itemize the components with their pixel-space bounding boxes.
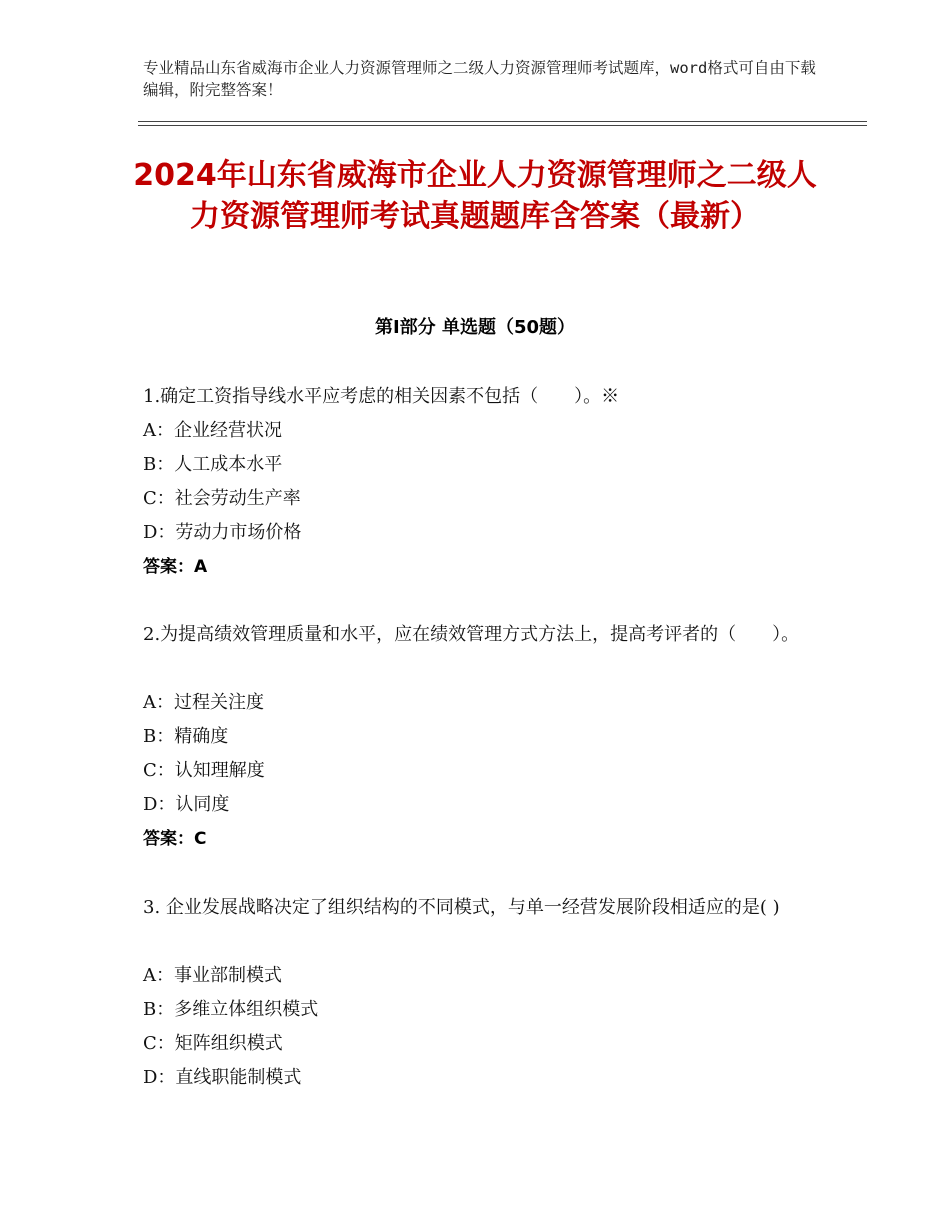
question-1-answer: 答案：A (143, 557, 208, 577)
question-1-option-c: C：社会劳动生产率 (143, 488, 301, 509)
question-1-option-d: D：劳动力市场价格 (143, 522, 302, 543)
header-divider-secondary (138, 125, 867, 126)
question-3-option-b: B：多维立体组织模式 (143, 999, 319, 1020)
document-title: 2024年山东省威海市企业人力资源管理师之二级人力资源管理师考试真题题库含答案（最新） (133, 158, 817, 234)
question-2-option-c: C：认知理解度 (143, 760, 265, 781)
question-3-option-c: C：矩阵组织模式 (143, 1033, 283, 1054)
header-note: 专业精品山东省威海市企业人力资源管理师之二级人力资源管理师考试题库，word格式可自由下载编辑，附完整答案！ (143, 59, 816, 99)
question-2-option-d: D：认同度 (143, 794, 230, 815)
question-2-option-a: A：过程关注度 (143, 692, 264, 713)
question-3-option-d: D：直线职能制模式 (143, 1067, 302, 1088)
question-1-option-a: A：企业经营状况 (143, 420, 282, 441)
question-2-text: 2.为提高绩效管理质量和水平，应在绩效管理方式方法上，提高考评者的（ ）。 (143, 624, 800, 645)
header-divider (138, 121, 867, 122)
question-3-text: 3. 企业发展战略决定了组织结构的不同模式，与单一经营发展阶段相适应的是( ) (143, 897, 780, 918)
question-2-option-b: B：精确度 (143, 726, 229, 747)
question-3-option-a: A：事业部制模式 (143, 965, 282, 986)
question-2-answer: 答案：C (143, 829, 207, 849)
section-title: 第Ⅰ部分 单选题（50题） (374, 317, 575, 338)
question-1-text: 1.确定工资指导线水平应考虑的相关因素不包括（ ）。※ (143, 386, 620, 407)
question-1-option-b: B：人工成本水平 (143, 454, 283, 475)
